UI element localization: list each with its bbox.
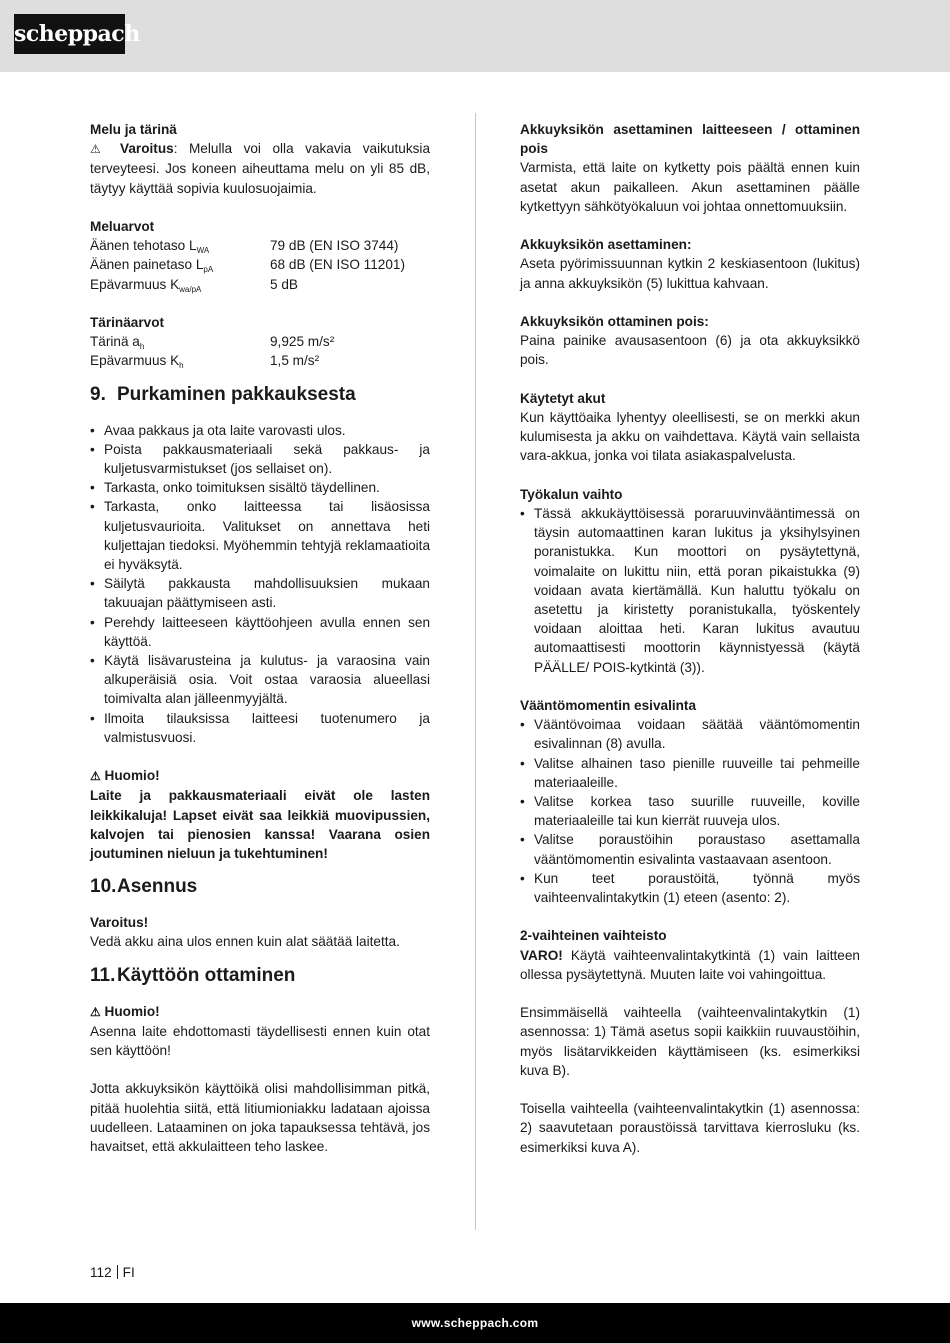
list-item: • Avaa pakkaus ja ota laite varovasti ulos.	[90, 421, 430, 440]
list-item: • Poista pakkausmateriaali sekä pakkaus- ja kuljetusvarmistukset (jos sellaiset on).	[90, 440, 430, 478]
huomio2-text: Asenna laite ehdottomasti täydellisesti ennen kuin otat sen käyttöön!	[90, 1023, 430, 1059]
noise-row: Äänen painetaso $L_{pA}$ 68 dB (EN ISO 11201)	[90, 257, 406, 275]
noise-values-table	[90, 236, 430, 294]
page-footer	[0, 1303, 950, 1343]
gear-2-paragraph: Toisella vaihteella (vaihteenvalintakytkin (1) asennossa: 2) saavutetaan poraustöissä tarvittava kierrosluku (ks. esimerkiksi kuva A).	[520, 1101, 860, 1155]
gearbox-title: 2-vaihteinen vaihteisto	[520, 928, 667, 944]
section-11-heading: 11.Käyttöön ottaminen	[90, 964, 296, 986]
huomio2-heading: ⚠ Huomio!	[90, 1003, 160, 1019]
noise-row: Äänen tehotaso $L_{WA}$ 79 dB (EN ISO 3744)	[90, 238, 399, 256]
list-item: • Kun teet poraustöitä, työnnä myös vaihteenvalintakytkin (1) eteen (asento: 2).	[520, 869, 860, 907]
section-9-heading: 9. Purkaminen pakkauksesta	[90, 383, 356, 405]
battery-remove-title: Akkuyksikön ottaminen pois:	[520, 314, 709, 329]
left-column	[90, 120, 430, 1156]
torque-list	[520, 715, 860, 907]
meluarvot-title: Meluarvot	[90, 219, 155, 234]
varoitus2-label: Varoitus!	[90, 915, 149, 931]
vibration-row: Epävarmuus $K_h$ 1,5 m/s²	[90, 353, 320, 371]
list-item: • Tarkasta, onko toimituksen sisältö täydellinen.	[90, 478, 430, 497]
scheppach-logo: scheppach	[14, 14, 125, 54]
tarinaarvot-title: Tärinäarvot	[90, 315, 165, 330]
melu-title: Melu ja tärinä	[90, 122, 177, 137]
battery-insert-remove-title: Akkuyksikön asettaminen laitteeseen / ottaminen pois	[520, 122, 860, 157]
website-link[interactable]: www.scheppach.com	[411, 1316, 539, 1330]
tool-change-list	[520, 504, 860, 677]
page-header	[0, 0, 950, 72]
page-number: 112 FI	[90, 1265, 135, 1280]
battery-insert-remove-text: Varmista, että laite on kytketty pois päältä ennen kuin asetat akun paikalleen. Akun asettaminen päälle kytkettyyn sähkötyökaluun voi johtaa onnettomuuksiin.	[520, 160, 860, 214]
varoitus2-text: Vedä akku aina ulos ennen kuin alat säätää laitetta.	[90, 934, 400, 950]
list-item: • Perehdy laitteeseen käyttöohjeen avulla ennen sen käyttöä.	[90, 613, 430, 651]
vibration-values-table	[90, 332, 430, 370]
column-divider	[475, 113, 476, 1230]
list-item: • Valitse korkea taso suurille ruuveille, koville materiaaleille tai kun kierrät ruuveja ulos.	[520, 792, 860, 830]
tool-change-title: Työkalun vaihto	[520, 486, 623, 502]
list-item: • Säilytä pakkausta mahdollisuuksien mukaan takuuajan päättymiseen asti.	[90, 574, 430, 612]
gear-1-paragraph: Ensimmäisellä vaihteella (vaihteenvalintakytkin (1) asennossa: 1) Tämä asetus sopii kaikkiin ruuvaustöihin, myös lisätarvikkeiden käyttämiseen (ks. esimerkiksi kuva B).	[520, 1005, 860, 1078]
huomio-text: Laite ja pakkausmateriaali eivät ole lasten leikkikaluja! Lapset eivät saa leikkiä muovipussien, kalvojen tai pienosien kanssa! Vaarana osien joutuminen nieluun ja tukehtuminen!	[90, 788, 430, 862]
list-item: • Ilmoita tilauksissa laitteesi tuotenumero ja valmistusvuosi.	[90, 709, 430, 747]
list-item: • Valitse poraustöihin poraustaso asettamalla vääntömomentin esivalinta vastaavaan asentoon.	[520, 830, 860, 868]
list-item: • Vääntövoimaa voidaan säätää vääntömomentin esivalinnan (8) avulla.	[520, 715, 860, 753]
battery-insert-text: Aseta pyörimissuunnan kytkin 2 keskiasentoon (lukitus) ja anna akkuyksikön (5) lukittua kahvaan.	[520, 256, 860, 291]
section-10-heading: 10.Asennus	[90, 876, 198, 898]
used-batteries-title: Käytetyt akut	[520, 390, 606, 406]
warning-triangle-icon: ⚠	[90, 1004, 101, 1019]
used-batteries-text: Kun käyttöaika lyhentyy oleellisesti, se on merkki akun kulumisesta ja akku on vaihdettava. Käytä vain sellaista vara-akkua, jonka voi tilata asiakaspalvelusta.	[520, 410, 860, 464]
unpacking-list	[90, 421, 430, 747]
noise-row: Epävarmuus $K_{wa/pA}$ 5 dB	[90, 276, 298, 294]
warning-triangle-icon: ⚠	[90, 769, 101, 784]
battery-remove-text: Paina painike avausasentoon (6) ja ota akkuyksikkö pois.	[520, 333, 860, 368]
varoitus-paragraph: ⚠ Varoitus: Melulla voi olla vakavia vaikutuksia terveyteesi. Jos koneen aiheuttama melu on yli 85 dB, täytyy käyttää sopivia kuulosuojaimia.	[90, 141, 431, 196]
gearbox-warning: VARO! Käytä vaihteenvalintakytkintä (1) vain laitteen ollessa pysäytettynä. Muuten laite voi vahingoittua.	[520, 947, 860, 982]
vibration-row: Tärinä $a_h$ 9,925 m/s²	[90, 334, 335, 352]
warning-triangle-icon: ⚠	[90, 142, 109, 157]
torque-preselection-title: Vääntömomentin esivalinta	[520, 698, 697, 714]
list-item: • Tässä akkukäyttöisessä poraruuvinvääntimessä on täysin automaattinen karan lukitus ja yksihylsyinen poranistukka. Kun moottori on pysäytettynä, voimalaite on lukittu niin, että poran pikaistukka (9) voidaan avata kiertämällä. Kun haluttu työkalu on asetettu ja kiristetty poranistukalla, työskentely voidaan aloittaa heti. Karan lukitus avautuu automaattisesti moottorin käynnistyessä (käytä PÄÄLLE/ POIS-kytkintä (3)).	[520, 504, 860, 677]
battery-paragraph: Jotta akkuyksikön käyttöikä olisi mahdollisimman pitkä, pitää huolehtia siitä, että litiumioniakku ladataan ajoissa uudelleen. Lataaminen on joka tapauksessa tehtävä, jos havaitset, että akkulaitteen teho laskee.	[90, 1081, 430, 1155]
huomio-heading: ⚠ Huomio!	[90, 768, 160, 784]
battery-insert-title: Akkuyksikön asettaminen:	[520, 237, 692, 253]
list-item: • Käytä lisävarusteina ja kulutus- ja varaosina vain alkuperäisiä osia. Voit ostaa varaosia alueellasi toimivalta alan jälleenmyyjältä.	[90, 651, 430, 709]
list-item: • Tarkasta, onko laitteessa tai lisäosissa kuljetusvaurioita. Valitukset on annettava heti kuljettajan tiedoksi. Myöhemmin tehtyjä reklamaatioita ei hyväksytä.	[90, 497, 430, 574]
right-column	[520, 120, 860, 1157]
list-item: • Valitse alhainen taso pienille ruuveille tai pehmeille materiaaleille.	[520, 754, 860, 792]
